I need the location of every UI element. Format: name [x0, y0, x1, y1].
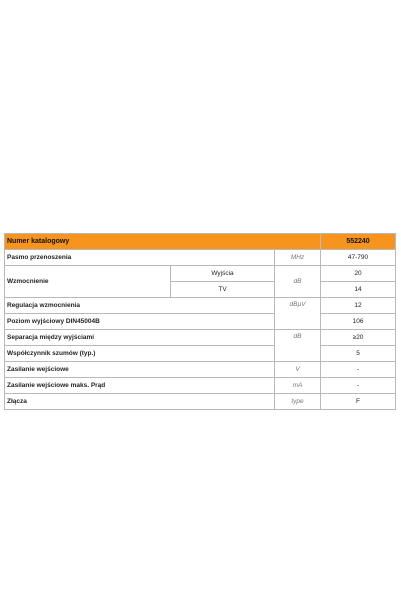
value-cell: 20	[321, 266, 396, 282]
unit-cell: dB	[275, 266, 321, 298]
table-row	[5, 250, 396, 266]
catalog-number-label: Numer katalogowy	[5, 234, 321, 250]
param-label: Poziom wyjściowy DIN45004B	[5, 314, 275, 330]
param-label: Współczynnik szumów (typ.)	[5, 346, 275, 362]
value-cell: -	[321, 378, 396, 394]
unit-cell: V	[275, 362, 321, 378]
table-row	[5, 346, 396, 362]
value-cell: 47-790	[321, 250, 396, 266]
catalog-number-value: 552240	[321, 234, 396, 250]
value-cell: 106	[321, 314, 396, 330]
table-row	[5, 314, 396, 330]
param-label: Wzmocnienie	[5, 266, 171, 298]
table-row	[5, 330, 396, 346]
param-label: Regulacja wzmocnienia	[5, 298, 275, 314]
sub-label-outputs: Wyjścia	[171, 266, 275, 282]
value-cell: 12	[321, 298, 396, 314]
table-header-row	[5, 234, 396, 250]
param-label: Zasilanie wejściowe maks. Prąd	[5, 378, 275, 394]
unit-cell: type	[275, 394, 321, 410]
table-row	[5, 394, 396, 410]
table-row	[5, 266, 396, 282]
unit-cell: MHz	[275, 250, 321, 266]
unit-cell: dB	[275, 330, 321, 362]
table-row	[5, 362, 396, 378]
table-row	[5, 298, 396, 314]
sub-label-tv: TV	[171, 282, 275, 298]
value-cell: F	[321, 394, 396, 410]
param-label: Pasmo przenoszenia	[5, 250, 275, 266]
unit-cell: mA	[275, 378, 321, 394]
param-label: Zasilanie wejściowe	[5, 362, 275, 378]
value-cell: 14	[321, 282, 396, 298]
value-cell: 5	[321, 346, 396, 362]
param-label: Złącza	[5, 394, 275, 410]
value-cell: -	[321, 362, 396, 378]
table-row	[5, 378, 396, 394]
spec-table	[4, 233, 396, 410]
value-cell: ≥20	[321, 330, 396, 346]
unit-cell: dBµV	[275, 298, 321, 330]
param-label: Separacja między wyjściami	[5, 330, 275, 346]
